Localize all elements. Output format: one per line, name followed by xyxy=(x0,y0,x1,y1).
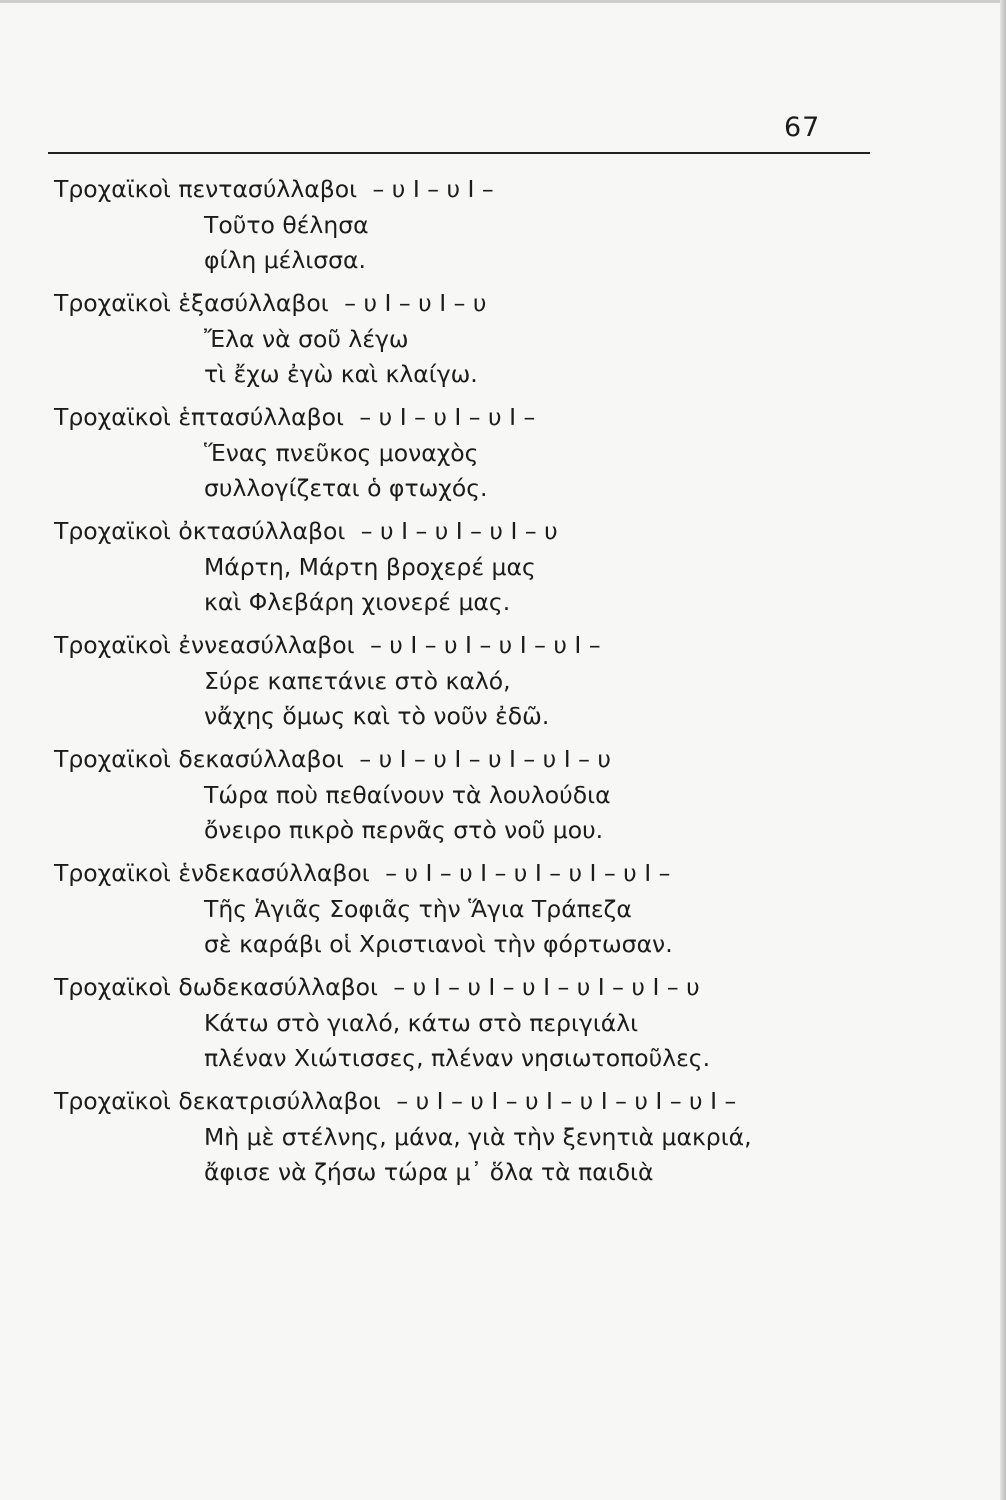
meter-scheme: – υ Ι – υ Ι – υ Ι – υ xyxy=(360,517,558,545)
meter-section xyxy=(54,968,954,1076)
page-content xyxy=(54,170,954,1190)
meter-heading xyxy=(54,512,954,550)
meter-section xyxy=(54,170,954,278)
meter-scheme: – υ Ι – υ Ι – xyxy=(372,175,494,203)
meter-section xyxy=(54,512,954,620)
verse-line: Κάτω στὸ γιαλό, κάτω στὸ περιγιάλι xyxy=(204,1009,639,1037)
meter-section xyxy=(54,854,954,962)
meter-section xyxy=(54,626,954,734)
meter-scheme: – υ Ι – υ Ι – υ xyxy=(344,289,487,317)
verse-line: Ἕνας πνεῦκος μοναχὸς xyxy=(204,439,479,467)
meter-label: Τροχαϊκοὶ δωδεκασύλλαβοι xyxy=(54,973,378,1001)
meter-label: Τροχαϊκοὶ ἑξασύλλαβοι xyxy=(54,289,329,317)
meter-label: Τροχαϊκοὶ ἑνδεκασύλλαβοι xyxy=(54,859,370,887)
verse-line: καὶ Φλεβάρη χιονερέ μας. xyxy=(204,588,511,616)
verse-line: ἄφισε νὰ ζήσω τώρα μ᾽ ὅλα τὰ παιδιὰ xyxy=(204,1158,654,1186)
meter-heading xyxy=(54,170,954,208)
meter-label: Τροχαϊκοὶ ἑπτασύλλαβοι xyxy=(54,403,344,431)
meter-label: Τροχαϊκοὶ δεκατρισύλλαβοι xyxy=(54,1087,381,1115)
verse-line: τὶ ἔχω ἐγὼ καὶ κλαίγω. xyxy=(204,360,478,388)
meter-scheme: – υ Ι – υ Ι – υ Ι – υ Ι – υ xyxy=(359,745,611,773)
verse-example xyxy=(204,550,954,620)
meter-scheme: – υ Ι – υ Ι – υ Ι – υ Ι – υ Ι – xyxy=(385,859,671,887)
meter-heading xyxy=(54,284,954,322)
meter-heading xyxy=(54,1082,954,1120)
verse-line: ὄνειρο πικρὸ περνᾶς στὸ νοῦ μου. xyxy=(204,816,604,844)
verse-example xyxy=(204,436,954,506)
verse-line: νἄχης ὅμως καὶ τὸ νοῦν ἐδῶ. xyxy=(204,702,550,730)
meter-section xyxy=(54,398,954,506)
verse-line: συλλογίζεται ὁ φτωχός. xyxy=(204,474,488,502)
meter-heading xyxy=(54,854,954,892)
page-top-edge xyxy=(0,0,1006,3)
verse-line: Τοῦτο θέλησα xyxy=(204,211,369,239)
meter-scheme: – υ Ι – υ Ι – υ Ι – υ Ι – υ Ι – υ Ι – xyxy=(396,1087,737,1115)
verse-line: πλέναν Χιώτισσες, πλέναν νησιωτοποῦλες. xyxy=(204,1044,711,1072)
verse-example xyxy=(204,892,954,962)
verse-example xyxy=(204,1120,954,1190)
meter-heading xyxy=(54,968,954,1006)
meter-scheme: – υ Ι – υ Ι – υ Ι – υ Ι – xyxy=(370,631,601,659)
verse-example xyxy=(204,778,954,848)
meter-label: Τροχαϊκοὶ δεκασύλλαβοι xyxy=(54,745,344,773)
verse-line: Τῆς Ἁγιᾶς Σοφιᾶς τὴν Ἅγια Τράπεζα xyxy=(204,895,632,923)
verse-line: Ἔλα νὰ σοῦ λέγω xyxy=(204,325,409,353)
verse-line: Μάρτη, Μάρτη βροχερέ μας xyxy=(204,553,536,581)
verse-line: Μὴ μὲ στέλνης, μάνα, γιὰ τὴν ξενητιὰ μακριά, xyxy=(204,1123,752,1151)
meter-label: Τροχαϊκοὶ ὀκτασύλλαβοι xyxy=(54,517,346,545)
meter-scheme: – υ Ι – υ Ι – υ Ι – xyxy=(359,403,536,431)
page-right-edge xyxy=(1000,0,1006,1500)
verse-line: Τώρα ποὺ πεθαίνουν τὰ λουλούδια xyxy=(204,781,611,809)
meter-heading xyxy=(54,740,954,778)
meter-heading xyxy=(54,626,954,664)
meter-label: Τροχαϊκοὶ πεντασύλλαβοι xyxy=(54,175,358,203)
verse-example xyxy=(204,322,954,392)
verse-line: φίλη μέλισσα. xyxy=(204,246,366,274)
verse-example xyxy=(204,208,954,278)
meter-section xyxy=(54,284,954,392)
meter-section xyxy=(54,740,954,848)
meter-heading xyxy=(54,398,954,436)
page-number: 67 xyxy=(784,112,821,143)
verse-example xyxy=(204,664,954,734)
meter-scheme: – υ Ι – υ Ι – υ Ι – υ Ι – υ Ι – υ xyxy=(393,973,700,1001)
verse-example xyxy=(204,1006,954,1076)
header-rule xyxy=(48,152,870,154)
meter-section xyxy=(54,1082,954,1190)
verse-line: Σύρε καπετάνιε στὸ καλό, xyxy=(204,667,511,695)
verse-line: σὲ καράβι οἱ Χριστιανοὶ τὴν φόρτωσαν. xyxy=(204,930,673,958)
meter-label: Τροχαϊκοὶ ἐννεασύλλαβοι xyxy=(54,631,355,659)
